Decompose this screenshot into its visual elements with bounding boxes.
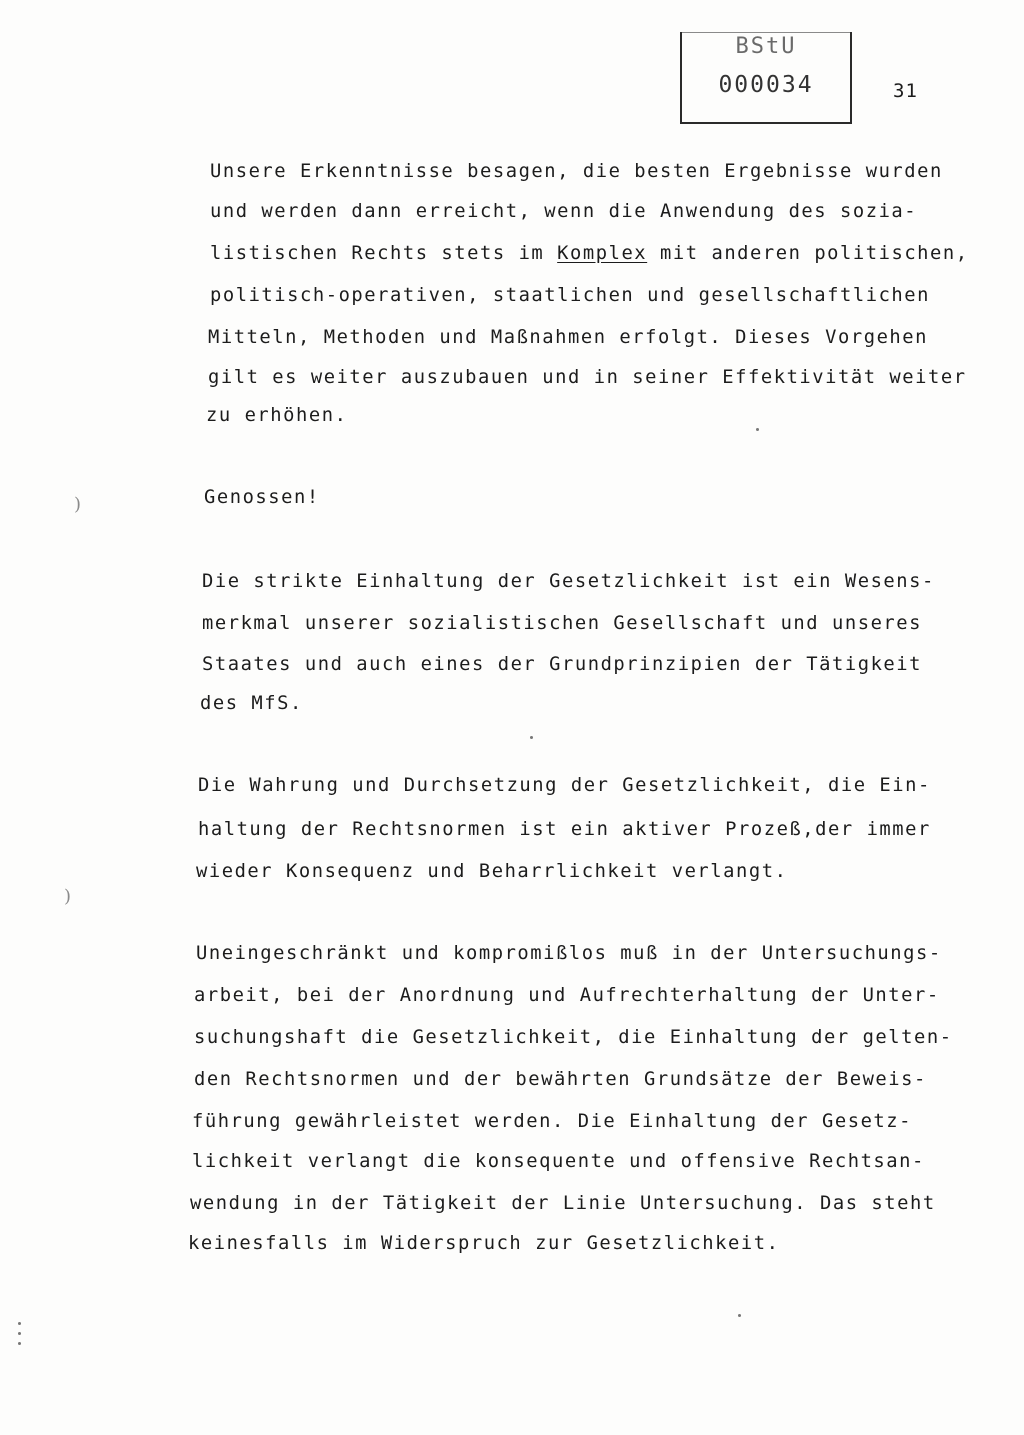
margin-speck xyxy=(18,1322,21,1325)
text-line: haltung der Rechtsnormen ist ein aktiver Prozeß,der immer xyxy=(198,819,931,840)
text-segment: listischen Rechts stets im xyxy=(210,243,558,264)
margin-speck xyxy=(18,1342,21,1345)
archive-stamp xyxy=(680,32,852,124)
text-line: zu erhöhen. xyxy=(206,405,348,426)
page-speck xyxy=(738,1314,741,1317)
text-line: wieder Konsequenz und Beharrlichkeit verlangt. xyxy=(196,861,788,882)
margin-speck xyxy=(18,1332,21,1335)
text-line: merkmal unserer sozialistischen Gesellschaft und unseres xyxy=(202,613,923,634)
text-line: gilt es weiter auszubauen und in seiner Effektivität weiter xyxy=(208,367,967,388)
text-line: des MfS. xyxy=(200,693,303,714)
page-speck xyxy=(530,736,533,739)
text-line: keinesfalls im Widerspruch zur Gesetzlichkeit. xyxy=(188,1233,780,1254)
stamp-top-border xyxy=(682,32,850,33)
text-line: lichkeit verlangt die konsequente und offensive Rechtsan- xyxy=(192,1151,925,1172)
stamp-number: 000034 xyxy=(718,72,814,98)
text-line: arbeit, bei der Anordnung und Aufrechterhaltung der Unter- xyxy=(194,985,940,1006)
text-line: suchungshaft die Gesetzlichkeit, die Einhaltung der gelten- xyxy=(194,1027,953,1048)
salutation: Genossen! xyxy=(204,487,320,508)
hole-punch-mark: ) xyxy=(64,886,72,907)
text-line: wendung in der Tätigkeit der Linie Untersuchung. Das steht xyxy=(190,1193,936,1214)
text-segment: mit anderen politischen, xyxy=(647,243,969,264)
text-line: Staates und auch eines der Grundprinzipien der Tätigkeit xyxy=(202,654,923,675)
page-speck xyxy=(756,428,759,431)
text-line: Die Wahrung und Durchsetzung der Gesetzlichkeit, die Ein- xyxy=(198,775,931,796)
underlined-word: Komplex xyxy=(557,243,648,264)
text-line: Unsere Erkenntnisse besagen, die besten Ergebnisse wurden xyxy=(210,161,943,182)
text-line: führung gewährleistet werden. Die Einhaltung der Gesetz- xyxy=(192,1111,913,1132)
text-line: und werden dann erreicht, wenn die Anwendung des sozia- xyxy=(210,201,918,222)
text-line: politisch-operativen, staatlichen und gesellschaftlichen xyxy=(210,285,931,306)
text-line: Mitteln, Methoden und Maßnahmen erfolgt. Dieses Vorgehen xyxy=(208,327,929,348)
text-line: den Rechtsnormen und der bewährten Grundsätze der Beweis- xyxy=(194,1069,927,1090)
stamp-agency: BStU xyxy=(735,34,797,59)
text-line: Die strikte Einhaltung der Gesetzlichkeit ist ein Wesens- xyxy=(202,571,935,592)
hole-punch-mark: ) xyxy=(74,494,82,515)
text-line: Uneingeschränkt und kompromißlos muß in der Untersuchungs- xyxy=(196,943,942,964)
text-line xyxy=(210,242,969,266)
page-number: 31 xyxy=(893,80,918,102)
